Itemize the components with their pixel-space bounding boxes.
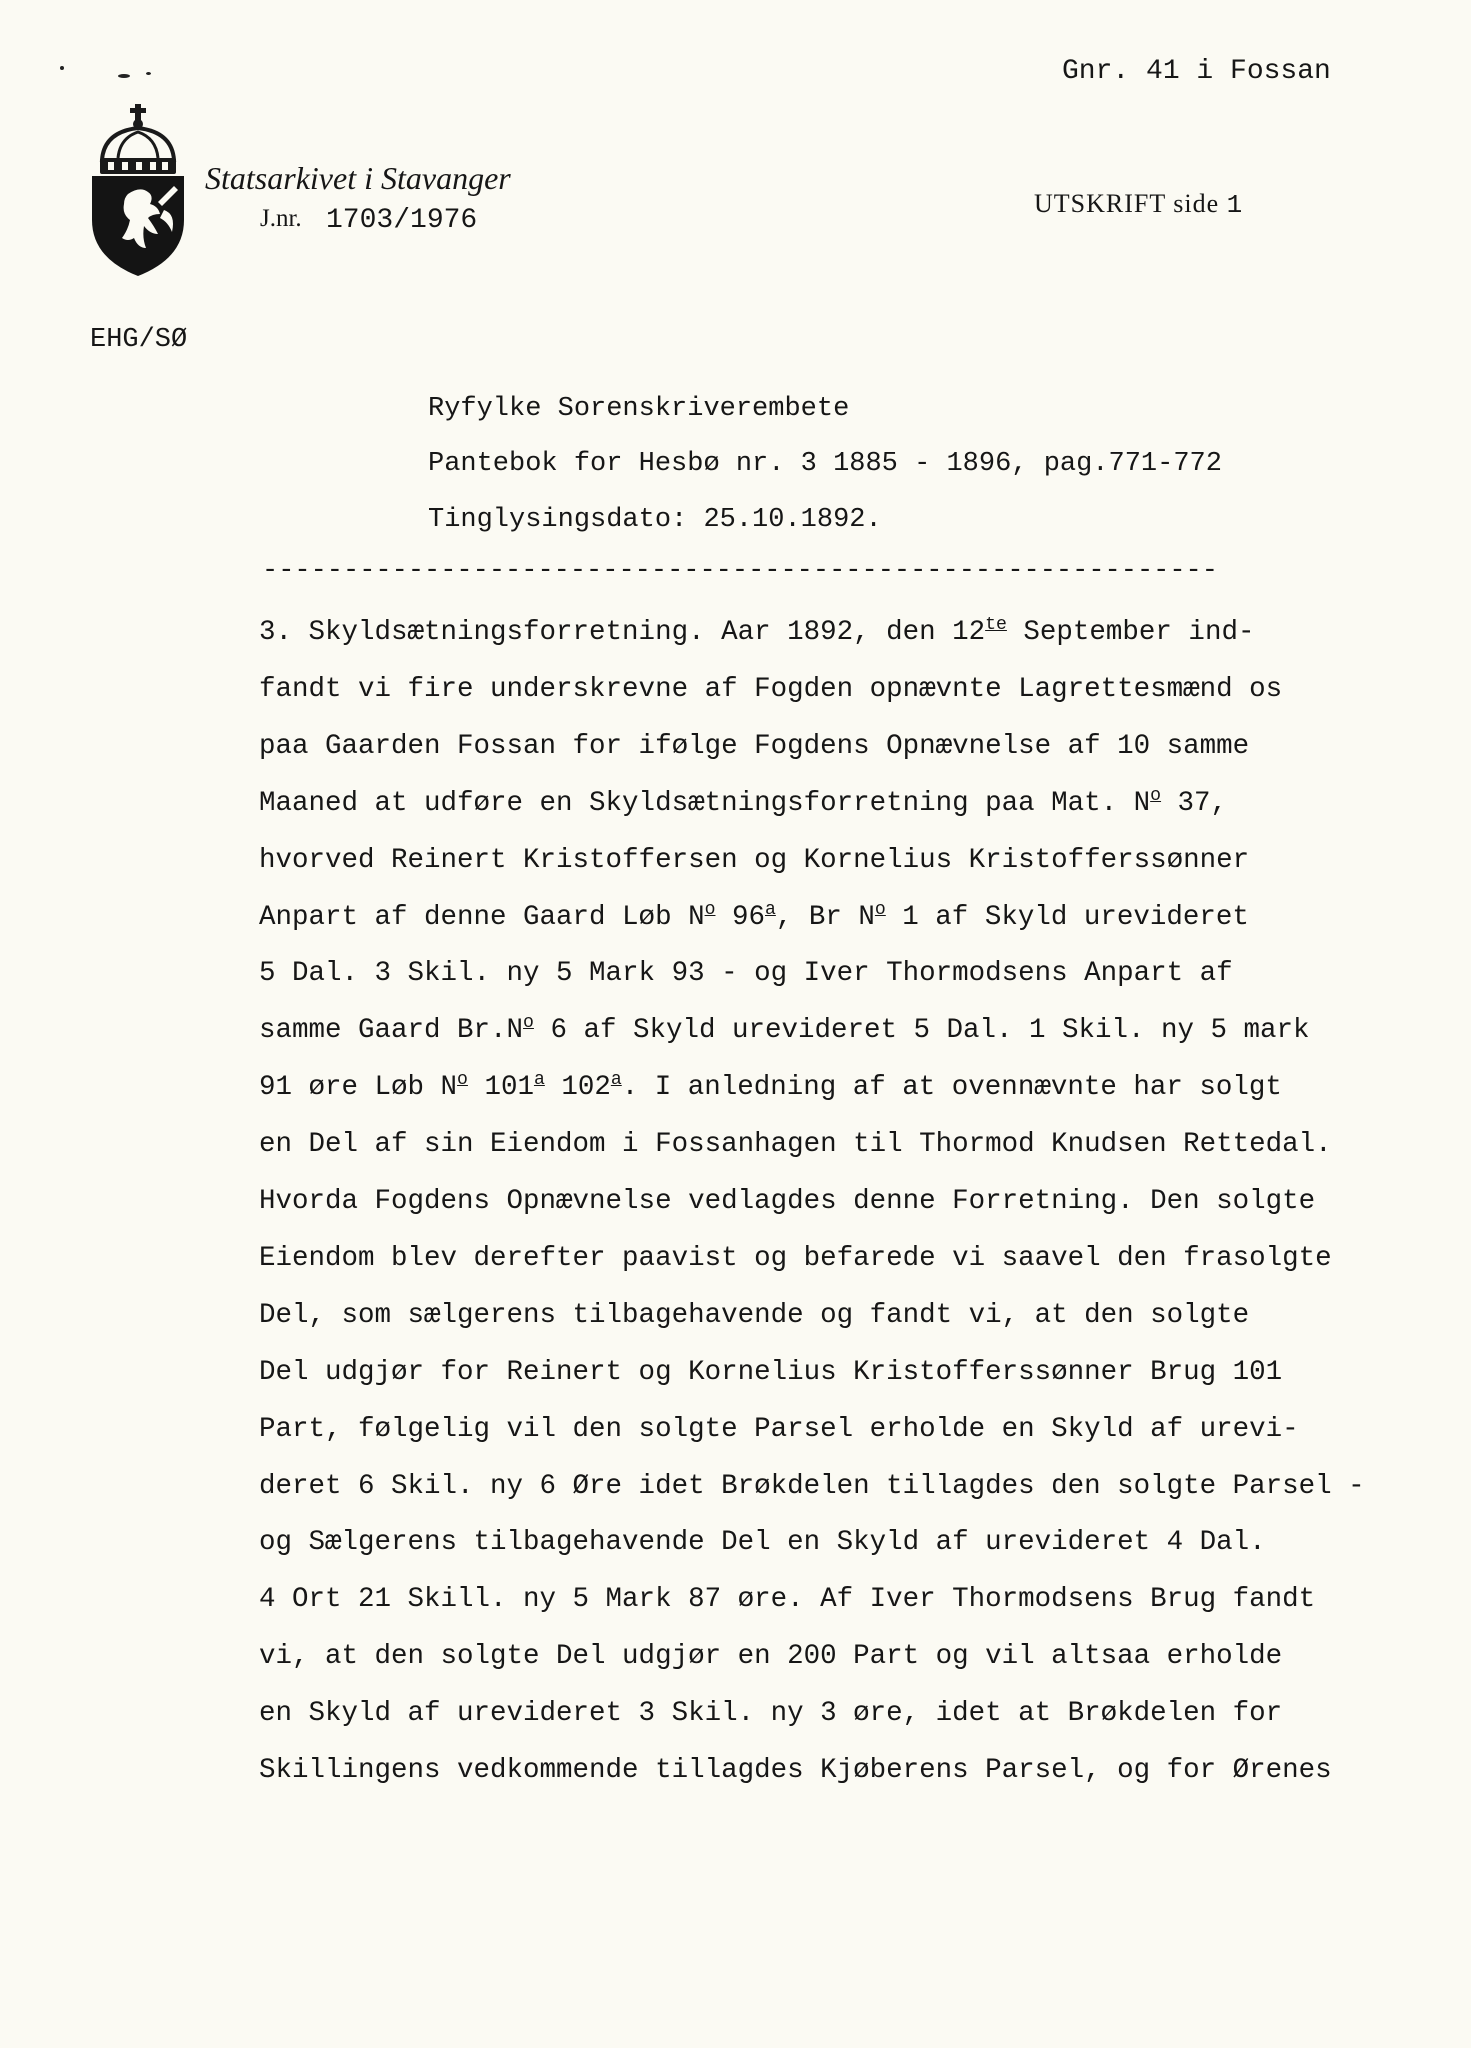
line-text: 5 Dal. 3 Skil. ny 5 Mark 93 - og Iver Thormodsens Anpart af xyxy=(259,958,1233,989)
body-line xyxy=(259,785,1228,819)
body-line xyxy=(259,845,1249,876)
body-line xyxy=(259,1414,1299,1445)
superscript-text: te xyxy=(985,614,1007,635)
body-line xyxy=(259,1300,1249,1331)
body-line xyxy=(259,1584,1315,1615)
line-text: 91 øre Løb N xyxy=(259,1072,458,1103)
author-initials: EHG/SØ xyxy=(90,325,188,355)
line-text: Del udgjør for Reinert og Kornelius Kristofferssønner Brug 101 xyxy=(259,1357,1283,1388)
line-text: vi, at den solgte Del udgjør en 200 Part og vil altsaa erholde xyxy=(259,1641,1283,1672)
line-text: 3. Skyldsætningsforretning. Aar 1892, den 12 xyxy=(259,617,986,648)
line-text: Maaned at udføre en Skyldsætningsforretning paa Mat. N xyxy=(259,788,1151,819)
line-text: paa Gaarden Fossan for ifølge Fogdens Opnævnelse af 10 samme xyxy=(259,731,1250,762)
line-text: en Del af sin Eiendom i Fossanhagen til Thormod Knudsen Rettedal. xyxy=(259,1129,1332,1160)
line-text: 1 af Skyld urevideret xyxy=(885,902,1249,933)
superscript-text: o xyxy=(457,1069,468,1090)
archive-name: Statsarkivet i Stavanger xyxy=(205,160,511,196)
line-text: fandt vi fire underskrevne af Fogden opnævnte Lagrettesmænd os xyxy=(259,674,1283,705)
line-text: Part, følgelig vil den solgte Parsel erholde en Skyld af urevi- xyxy=(259,1414,1299,1445)
line-text: 37, xyxy=(1161,788,1228,819)
line-text: samme Gaard Br.N xyxy=(259,1015,524,1046)
line-text: Hvorda Fogdens Opnævnelse vedlagdes denne Forretning. Den solgte xyxy=(259,1186,1316,1217)
body-line xyxy=(259,1471,1365,1502)
line-text: Eiendom blev derefter paavist og befarede vi saavel den frasolgte xyxy=(259,1243,1332,1274)
norwegian-coat-of-arms-icon xyxy=(88,102,188,278)
body-line xyxy=(259,1755,1332,1786)
superscript-text: a xyxy=(610,1069,622,1090)
line-text: 6 af Skyld urevideret 5 Dal. 1 Skil. ny 5 mark xyxy=(533,1015,1310,1046)
body-line xyxy=(259,731,1249,762)
line-text: 96 xyxy=(715,902,765,933)
line-text: hvorved Reinert Kristoffersen og Kornelius Kristofferssønner xyxy=(259,845,1250,876)
scan-speck xyxy=(118,74,130,78)
scan-speck xyxy=(60,66,64,70)
registration-date-line: Tinglysingsdato: 25.10.1892. xyxy=(428,505,882,535)
body-line xyxy=(259,1069,1282,1103)
journal-number-label: J.nr. xyxy=(260,205,302,232)
line-text: deret 6 Skil. ny 6 Øre idet Brøkdelen tillagdes den solgte Parsel - xyxy=(259,1471,1365,1502)
body-line xyxy=(259,614,1255,648)
body-line xyxy=(259,1012,1310,1046)
body-line xyxy=(259,1357,1282,1388)
body-line xyxy=(259,1698,1282,1729)
body-line xyxy=(259,674,1282,705)
line-text: 4 Ort 21 Skill. ny 5 Mark 87 øre. Af Iver Thormodsens Brug fandt xyxy=(259,1584,1316,1615)
line-text: , Br N xyxy=(775,902,875,933)
transcript-label-text: UTSKRIFT side xyxy=(1034,189,1220,218)
dashed-divider: ----------------------------------------------------------- xyxy=(262,556,1218,586)
line-text: 102 xyxy=(544,1072,611,1103)
superscript-text: a xyxy=(764,899,776,920)
superscript-text: o xyxy=(1150,785,1162,806)
line-text: en Skyld af urevideret 3 Skil. ny 3 øre, idet at Brøkdelen for xyxy=(259,1698,1283,1729)
body-line xyxy=(259,1527,1266,1558)
superscript-text: o xyxy=(704,899,716,920)
line-text: Skillingens vedkommende tillagdes Kjøberens Parsel, og for Ørenes xyxy=(259,1755,1332,1786)
superscript-text: o xyxy=(523,1012,534,1033)
body-line xyxy=(259,1186,1315,1217)
transcript-page-label xyxy=(1034,189,1243,220)
body-line xyxy=(259,899,1249,933)
superscript-text: o xyxy=(874,899,886,920)
line-text: Del, som sælgerens tilbagehavende og fandt vi, at den solgte xyxy=(259,1300,1250,1331)
line-text: og Sælgerens tilbagehavende Del en Skyld af urevideret 4 Dal. xyxy=(259,1527,1266,1558)
scan-speck xyxy=(146,72,151,75)
line-text: Anpart af denne Gaard Løb N xyxy=(259,902,705,933)
journal-number-value: 1703/1976 xyxy=(326,205,478,236)
line-text: September ind- xyxy=(1006,617,1255,648)
property-reference: Gnr. 41 i Fossan xyxy=(1062,56,1331,87)
body-line xyxy=(259,1641,1282,1672)
body-line xyxy=(259,958,1233,989)
body-line xyxy=(259,1243,1332,1274)
line-text: . I anledning af at ovennævnte har solgt xyxy=(621,1072,1282,1103)
court-office-line: Ryfylke Sorenskriverembete xyxy=(428,394,850,424)
mortgage-register-line: Pantebok for Hesbø nr. 3 1885 - 1896, pag.771-772 xyxy=(428,449,1222,479)
line-text: 101 xyxy=(467,1072,534,1103)
superscript-text: a xyxy=(533,1069,545,1090)
page-number: 1 xyxy=(1226,190,1244,220)
body-line xyxy=(259,1129,1332,1160)
